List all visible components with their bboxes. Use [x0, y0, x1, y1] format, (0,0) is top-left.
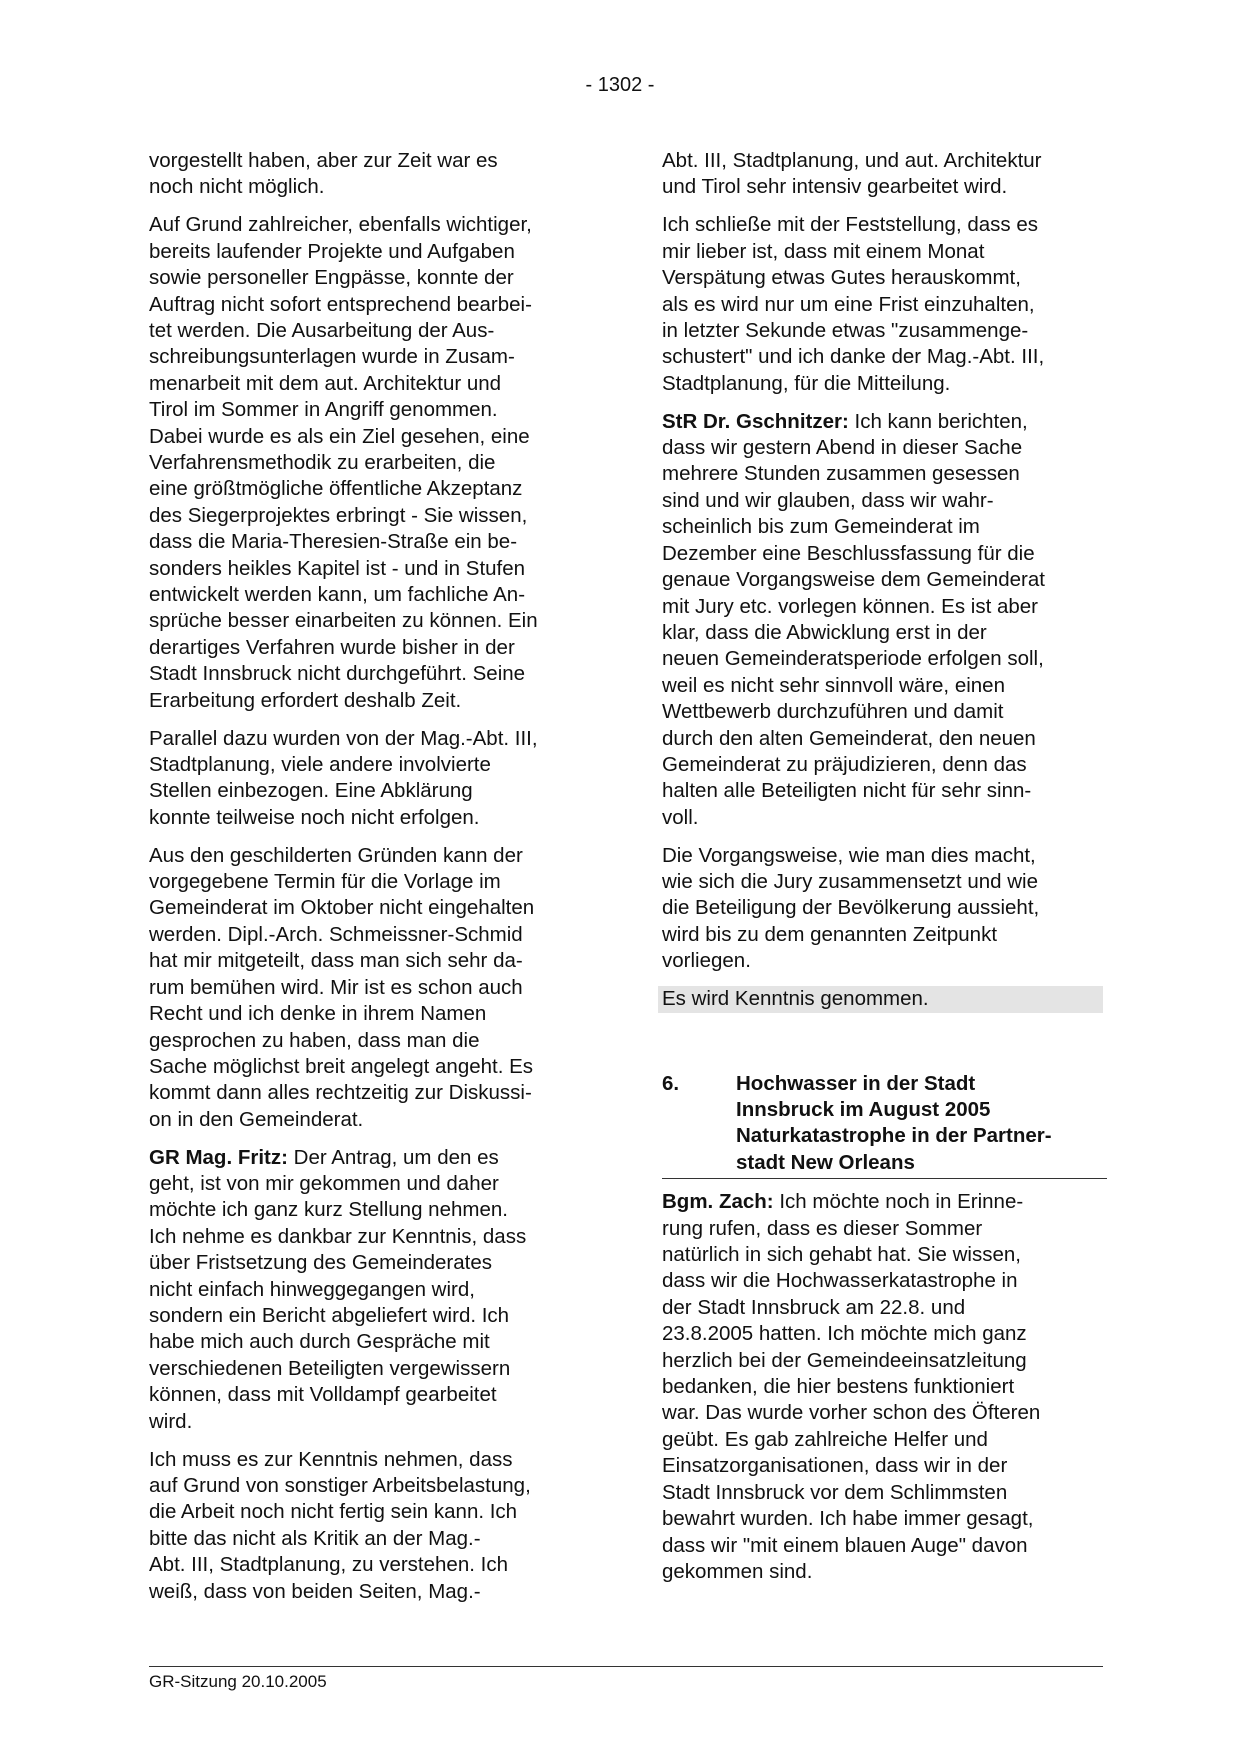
footer-divider	[149, 1666, 1103, 1667]
left-column	[149, 148, 594, 1617]
section-number: 6.	[662, 1071, 680, 1095]
section-title: Hochwasser in der Stadt Innsbruck im August 2005 Naturkatastrophe in der Partner- stadt New Orleans	[736, 1071, 1052, 1174]
right-column	[662, 148, 1107, 1597]
resolution-note: Es wird Kenntnis genommen.	[658, 986, 1103, 1012]
paragraph	[662, 409, 1107, 832]
paragraph: Die Vorgangsweise, wie man dies macht, wie sich die Jury zusammensetzt und wie die Beteiligung der Bevölkerung aussieht, wird bis zu dem genannten Zeitpunkt vorliegen.	[662, 843, 1040, 973]
speech-text: Ich kann berichten, dass wir gestern Abend in dieser Sache mehrere Stunden zusammen gesessen sind und wir glauben, dass wir wahr- scheinlich bis zum Gemeinderat im Dezember eine Beschlussfassung für die genaue Vorgangsweise dem Gemeinderat mit Jury etc. vorlegen können. Es ist aber klar, dass die Abwicklung erst in der neuen Gemeinderatsperiode erfolgen soll, weil es nicht sehr sinnvoll wäre, einen Wettbewerb durchzuführen und damit durch den alten Gemeinderat, den neuen Gemeinderat zu präjudizieren, denn das halten alle Beteiligten nicht für sehr sinn- voll.	[662, 409, 1045, 829]
paragraph: Abt. III, Stadtplanung, und aut. Architektur und Tirol sehr intensiv gearbeitet wird.	[662, 149, 1042, 199]
paragraph: Ich schließe mit der Feststellung, dass es mir lieber ist, dass mit einem Monat Verspätung etwas Gutes herauskommt, als es wird nur um eine Frist einzuhalten, in letzter Sekunde etwas "zusammenge- schustert" und ich danke der Mag.-Abt. III, Stadtplanung, für die Mitteilung.	[662, 213, 1045, 395]
paragraph: Aus den geschilderten Gründen kann der vorgegebene Termin für die Vorlage im Gemeinderat im Oktober nicht eingehalten werden. Dipl.-Arch. Schmeissner-Schmid hat mir mitgeteilt, dass man sich sehr da- rum bemühen wird. Mir ist es schon auch Recht und ich denke in ihrem Namen gesprochen zu haben, dass man die Sache möglichst breit angelegt angeht. Es kommt dann alles rechtzeitig zur Diskussi- on in den Gemeinderat.	[149, 843, 535, 1131]
paragraph: Auf Grund zahlreicher, ebenfalls wichtiger, bereits laufender Projekte und Aufgaben sowie personeller Engpässe, konnte der Auftrag nicht sofort entsprechend bearbei- tet werden. Die Ausarbeitung der Aus- schreibungsunterlagen wurde in Zusam- menarbeit mit dem aut. Architektur und Tirol im Sommer in Angriff genommen. Dabei wurde es als ein Ziel gesehen, eine Verfahrensmethodik zu erarbeiten, die eine größtmögliche öffentliche Akzeptanz des Siegerprojektes erbringt - Sie wissen, dass die Maria-Theresien-Straße ein be- sonders heikles Kapitel ist - und in Stufen entwickelt werden kann, um fachliche An- sprüche besser einarbeiten zu können. Ein derartiges Verfahren wurde bisher in der Stadt Innsbruck nicht durchgeführt. Seine Erarbeitung erfordert deshalb Zeit.	[149, 213, 538, 712]
paragraph: vorgestellt haben, aber zur Zeit war es noch nicht möglich.	[149, 149, 498, 199]
speaker-name: Bgm. Zach:	[662, 1190, 774, 1214]
footer-text: GR-Sitzung 20.10.2005	[149, 1672, 327, 1691]
speaker-name: StR Dr. Gschnitzer:	[662, 409, 849, 433]
paragraph: Parallel dazu wurden von der Mag.-Abt. III, Stadtplanung, viele andere involvierte Stellen einbezogen. Eine Abklärung konnte teilweise noch nicht erfolgen.	[149, 726, 538, 829]
speaker-name: GR Mag. Fritz:	[149, 1145, 288, 1169]
speech-text: Ich möchte noch in Erinne- rung rufen, dass es dieser Sommer natürlich in sich gehabt hat. Sie wissen, dass wir die Hochwasserkatastrophe in der Stadt Innsbruck am 22.8. und 23.8.2005 hatten. Ich möchte mich ganz herzlich bei der Gemeindeeinsatzleitung bedanken, die hier bestens funktioniert war. Das wurde vorher schon des Öfteren geübt. Es gab zahlreiche Helfer und Einsatzorganisationen, dass wir in der Stadt Innsbruck vor dem Schlimmsten bewahrt wurden. Ich habe immer gesagt, dass wir "mit einem blauen Auge" davon gekommen sind.	[662, 1190, 1041, 1583]
paragraph	[149, 1145, 594, 1435]
paragraph: Ich muss es zur Kenntnis nehmen, dass auf Grund von sonstiger Arbeitsbelastung, die Arbeit noch nicht fertig sein kann. Ich bitte das nicht als Kritik an der Mag.- Abt. III, Stadtplanung, zu verstehen. Ich weiß, dass von beiden Seiten, Mag.-	[149, 1447, 531, 1603]
paragraph	[662, 1189, 1107, 1585]
page-number: - 1302 -	[585, 74, 655, 96]
speech-text: Der Antrag, um den es geht, ist von mir gekommen und daher möchte ich ganz kurz Stellung nehmen. Ich nehme es dankbar zur Kenntnis, dass über Fristsetzung des Gemeinderates nicht einfach hinweggegangen wird, sondern ein Bericht abgeliefert wird. Ich habe mich auch durch Gespräche mit verschiedenen Beteiligten vergewissern können, dass mit Volldampf gearbeitet wird.	[149, 1145, 527, 1433]
section-heading	[662, 1071, 1107, 1180]
